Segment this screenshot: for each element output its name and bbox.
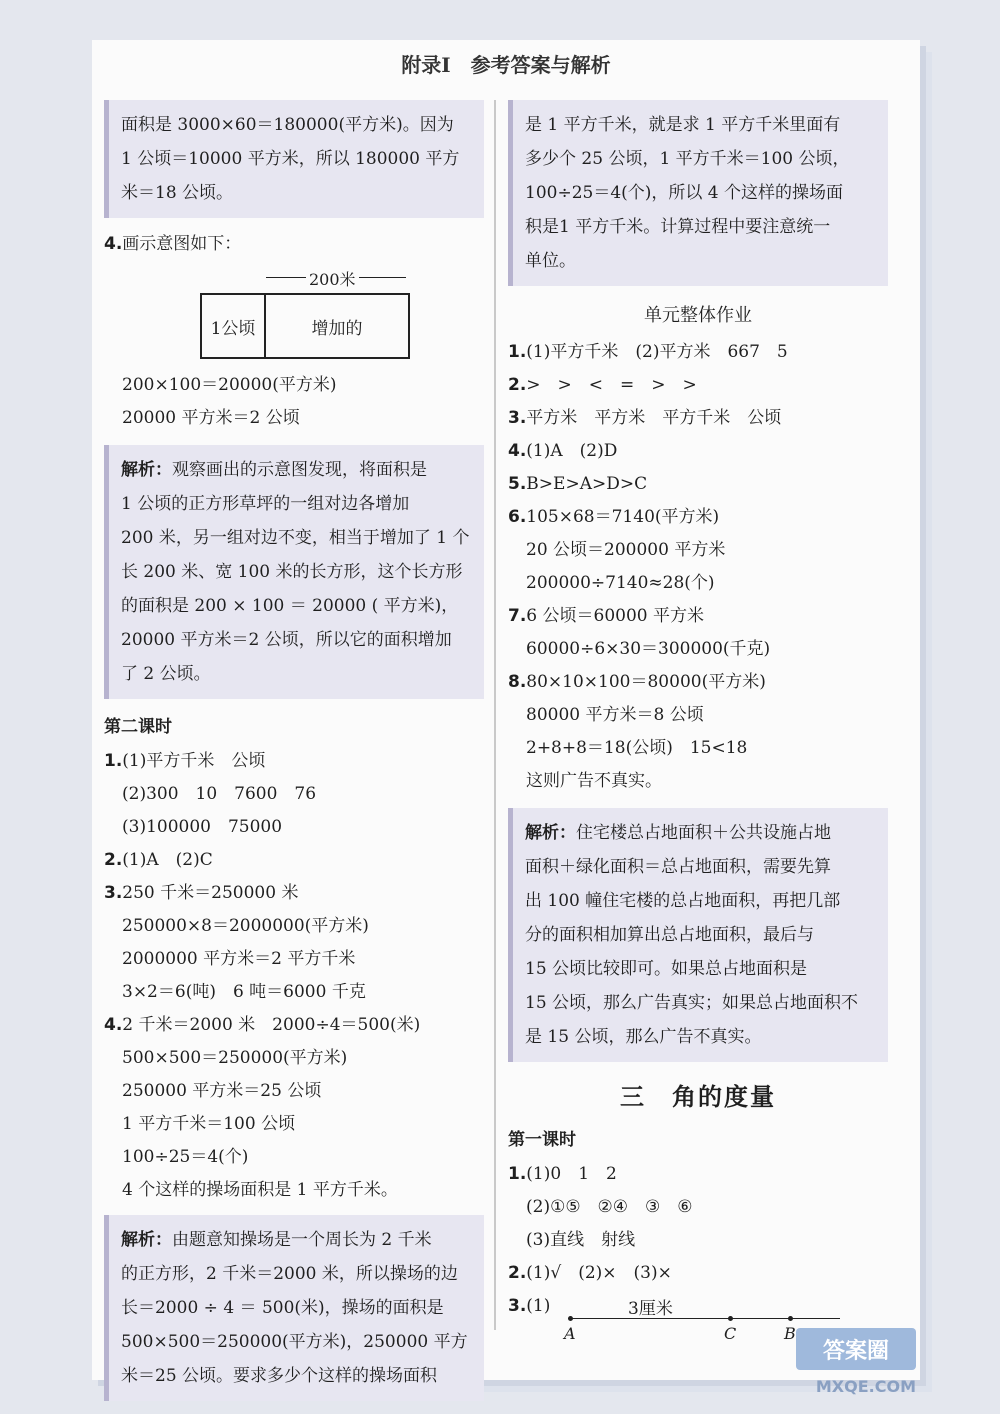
- box-line: 的正方形，2 千米＝2000 米，所以操场的边: [121, 1264, 458, 1284]
- left-column: [104, 100, 484, 1411]
- answer-line: 4 个这样的操场面积是 1 平方千米。: [122, 1180, 398, 1200]
- q4-number: 4.: [104, 234, 123, 254]
- answer-line: 这则广告不真实。: [526, 771, 662, 791]
- box-line: 1 公顷的正方形草坪的一组对边各增加: [121, 494, 410, 514]
- diagram-rect: [200, 293, 410, 359]
- point-c-label: C: [724, 1324, 737, 1343]
- item-number: 8.: [508, 672, 527, 692]
- analysis-label: 解析：: [525, 823, 576, 843]
- analysis-box-2: [104, 445, 484, 699]
- box-line: 是 15 公顷，那么广告不真实。: [525, 1027, 762, 1047]
- box-line: 出 100 幢住宅楼的总占地面积，再把几部: [525, 891, 841, 911]
- box-line: 15 公顷，那么广告真实；如果总占地面积不: [525, 993, 859, 1013]
- header-title: 参考答案与解析: [470, 52, 611, 77]
- answer-line: 3×2＝6(吨) 6 吨＝6000 千克: [122, 982, 366, 1002]
- q4-title: 画示意图如下：: [122, 234, 242, 254]
- page-header: [92, 40, 920, 86]
- box-line: 是 1 平方千米，就是求 1 平方千米里面有: [525, 115, 841, 135]
- segment-length-label: 3厘米: [628, 1299, 673, 1319]
- column-divider: [494, 100, 496, 1330]
- section-title: 第一课时: [508, 1130, 576, 1150]
- answer-line: 250 千米＝250000 米: [122, 883, 299, 903]
- answer-line: (1)√ (2)× (3)×: [526, 1263, 672, 1283]
- answer-line: (3)直线 射线: [526, 1230, 636, 1250]
- box-line: 由题意知操场是一个周长为 2 千米: [172, 1230, 432, 1250]
- answer-line: 20000 平方米＝2 公顷: [122, 408, 300, 428]
- answer-line: 2+8+8＝18(公顷) 15<18: [526, 738, 748, 758]
- box-line: 20000 平方米＝2 公顷，所以它的面积增加: [121, 630, 452, 650]
- analysis-box-5: [508, 808, 888, 1062]
- item-number: 1.: [508, 342, 527, 362]
- answer-line: (3)100000 75000: [122, 817, 283, 837]
- cell-added: 增加的: [311, 318, 363, 339]
- answer-line: 20 公顷＝200000 平方米: [526, 540, 726, 560]
- segment-line: [568, 1318, 840, 1319]
- item-number: 4.: [104, 1015, 123, 1035]
- box-line: 积是1 平方千米。计算过程中要注意统一: [525, 217, 831, 237]
- answer-line: 100÷25＝4(个): [122, 1147, 249, 1167]
- unit-title: 单元整体作业: [644, 305, 752, 326]
- answer-line: (2)300 10 7600 76: [122, 784, 317, 804]
- point-a-dot: [568, 1316, 573, 1321]
- answer-line: > > < = > >: [526, 375, 697, 395]
- answer-line: (1)平方千米 公顷: [122, 751, 266, 771]
- item-number: 3.: [104, 883, 123, 903]
- answer-line: 80×10×100＝80000(平方米): [526, 672, 766, 692]
- point-b-dot: [788, 1316, 793, 1321]
- box-line: 500×500＝250000(平方米)，250000 平方: [121, 1332, 468, 1352]
- answer-line: (1): [526, 1296, 551, 1316]
- item-number: 5.: [508, 474, 527, 494]
- box-line: 分的面积相加算出总占地面积，最后与: [525, 925, 814, 945]
- right-column: [508, 100, 888, 1350]
- box-line: 了 2 公顷。: [121, 664, 211, 684]
- item-number: 3.: [508, 408, 527, 428]
- watermark-url: MXQE.COM: [815, 1377, 916, 1396]
- chapter-title: 三 角的度量: [620, 1083, 776, 1111]
- answer-line: 200000÷7140≈28(个): [526, 573, 715, 593]
- header-appendix: 附录Ⅰ: [401, 52, 451, 77]
- box-line: 100÷25＝4(个)，所以 4 个这样的操场面: [525, 183, 844, 203]
- answer-line: 250000 平方米＝25 公顷: [122, 1081, 322, 1101]
- answer-line: (1)平方千米 (2)平方米 667 5: [526, 342, 788, 362]
- item-number: 3.: [508, 1296, 527, 1316]
- answer-line: (1)0 1 2: [526, 1164, 617, 1184]
- answer-line: 2 千米＝2000 米 2000÷4＝500(米): [122, 1015, 421, 1035]
- box-line: 住宅楼总占地面积＋公共设施占地: [576, 823, 831, 843]
- answer-line: 60000÷6×30＝300000(千克): [526, 639, 771, 659]
- item-number: 4.: [508, 441, 527, 461]
- analysis-label: 解析：: [121, 1230, 172, 1250]
- box-line: 15 公顷比较即可。如果总占地面积是: [525, 959, 808, 979]
- box-line: 米＝25 公顷。要求多少个这样的操场面积: [121, 1366, 438, 1386]
- point-a-label: A: [564, 1324, 576, 1343]
- box-line: 观察画出的示意图发现，将面积是: [172, 460, 427, 480]
- answer-line: 1 平方千米＝100 公顷: [122, 1114, 296, 1134]
- box-line: 的面积是 200 × 100 ＝ 20000 ( 平方米)，: [121, 596, 459, 616]
- answer-line: (1)A (2)D: [526, 441, 618, 461]
- watermark-logo: 答案圈: [796, 1328, 916, 1370]
- item-number: 1.: [104, 751, 123, 771]
- box-line: 1 公顷＝10000 平方米，所以 180000 平方: [121, 149, 460, 169]
- box-line: 米＝18 公顷。: [121, 183, 234, 203]
- answer-line: B>E>A>D>C: [526, 474, 648, 494]
- item-number: 2.: [104, 850, 123, 870]
- item-number: 2.: [508, 1263, 527, 1283]
- box-line: 面积是 3000×60＝180000(平方米)。因为: [121, 115, 454, 135]
- answer-line: (2)①⑤ ②④ ③ ⑥: [526, 1197, 693, 1217]
- answer-line: 6 公顷＝60000 平方米: [526, 606, 704, 626]
- point-c-dot: [728, 1316, 733, 1321]
- point-b-label: B: [784, 1324, 796, 1343]
- analysis-label: 解析：: [121, 460, 172, 480]
- answer-line: 2000000 平方米＝2 平方千米: [122, 949, 356, 969]
- item-number: 7.: [508, 606, 527, 626]
- answer-line: 80000 平方米＝8 公顷: [526, 705, 704, 725]
- cell-hectare: 1公顷: [202, 295, 266, 357]
- item-number: 2.: [508, 375, 527, 395]
- analysis-box-4: [508, 100, 888, 286]
- box-line: 长＝2000 ÷ 4 ＝ 500(米)，操场的面积是: [121, 1298, 444, 1318]
- box-line: 200 米，另一组对边不变，相当于增加了 1 个: [121, 528, 470, 548]
- item-number: 1.: [508, 1164, 527, 1184]
- dimension-label: 200米: [306, 267, 359, 290]
- box-line: 多少个 25 公顷，1 平方千米＝100 公顷，: [525, 149, 850, 169]
- answer-line: (1)A (2)C: [122, 850, 213, 870]
- box-line: 长 200 米、宽 100 米的长方形，这个长方形: [121, 562, 463, 582]
- analysis-box-1: [104, 100, 484, 218]
- answer-line: 500×500＝250000(平方米): [122, 1048, 348, 1068]
- answer-line: 平方米 平方米 平方千米 公顷: [526, 408, 782, 428]
- answer-line: 200×100＝20000(平方米): [122, 375, 337, 395]
- box-line: 面积＋绿化面积＝总占地面积，需要先算: [525, 857, 831, 877]
- item-number: 6.: [508, 507, 527, 527]
- box-line: 单位。: [525, 251, 576, 271]
- section-title: 第二课时: [104, 717, 172, 737]
- answer-line: 250000×8＝2000000(平方米): [122, 916, 369, 936]
- answer-line: 105×68＝7140(平方米): [526, 507, 720, 527]
- schematic-diagram: [104, 265, 484, 361]
- analysis-box-3: [104, 1215, 484, 1401]
